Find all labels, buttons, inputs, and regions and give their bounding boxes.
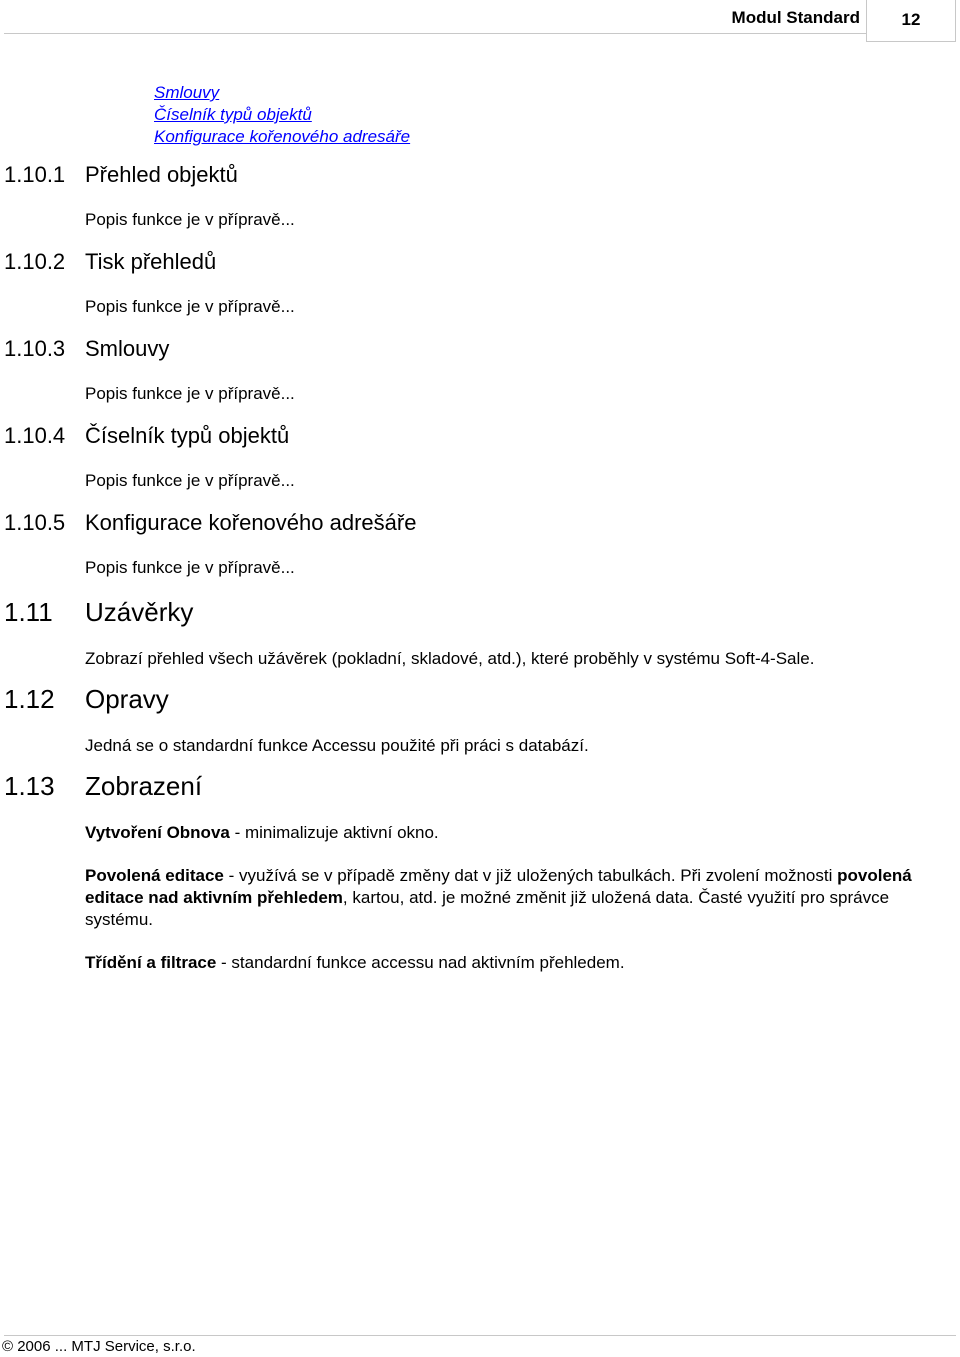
term-vytvoreni-obnova: Vytvoření Obnova: [85, 823, 230, 842]
section-heading-1-10-5: [4, 510, 416, 536]
section-title: Zobrazení: [85, 771, 203, 801]
section-text: Popis funkce je v přípravě...: [85, 210, 295, 229]
paragraph-text: , kartou, atd. je možné změnit již uložená data. Časté využití pro správce systému.: [85, 888, 890, 929]
paragraph-text: - standardní funkce accessu nad aktivním přehledem.: [216, 953, 625, 972]
section-title: Smlouvy: [85, 336, 170, 361]
section-title: Přehled objektů: [85, 162, 238, 187]
section-text: Jedná se o standardní funkce Accessu použité při práci s databází.: [85, 736, 589, 755]
section-heading-1-11: [4, 597, 193, 627]
page-header: [0, 0, 960, 44]
paragraph-trideni-filtrace: [85, 952, 625, 974]
link-smlouvy[interactable]: Smlouvy: [154, 83, 220, 102]
section-heading-1-10-1: [4, 162, 238, 188]
section-title: Číselník typů objektů: [85, 423, 290, 448]
link-konfigurace[interactable]: Konfigurace kořenového adresáře: [154, 127, 411, 146]
footer-divider: [4, 1335, 956, 1336]
paragraph-povolena-editace: [85, 865, 935, 931]
section-title: Uzávěrky: [85, 597, 194, 627]
term-povolena-editace: Povolená editace: [85, 866, 224, 885]
section-text: Popis funkce je v přípravě...: [85, 471, 295, 490]
section-text: Popis funkce je v přípravě...: [85, 558, 295, 577]
section-number: 1.10.2: [4, 249, 66, 274]
section-heading-1-10-3: [4, 336, 169, 362]
link-ciselnik[interactable]: Číselník typů objektů: [154, 105, 312, 124]
section-number: 1.10.5: [4, 510, 66, 535]
header-title: Modul Standard: [731, 8, 860, 27]
paragraph-vytvoreni-obnova: [85, 822, 439, 844]
term-trideni-filtrace: Třídění a filtrace: [85, 953, 217, 972]
section-text: Popis funkce je v přípravě...: [85, 384, 295, 403]
section-number: 1.10.4: [4, 423, 66, 448]
section-heading-1-10-4: [4, 423, 289, 449]
section-heading-1-13: [4, 771, 202, 801]
section-heading-1-12: [4, 684, 169, 714]
paragraph-text: - využívá se v případě změny dat v již uložených tabulkách. Při zvolení možnosti: [223, 866, 838, 885]
footer-copyright: © 2006 ... MTJ Service, s.r.o.: [2, 1338, 196, 1355]
section-title: Tisk přehledů: [85, 249, 217, 274]
section-number: 1.12: [4, 684, 55, 714]
section-text: Zobrazí přehled všech užávěrek (pokladní, skladové, atd.), které proběhly v systému Soft-4-Sale.: [85, 649, 815, 668]
section-number: 1.13: [4, 771, 55, 801]
section-number: 1.11: [4, 597, 53, 627]
section-title: Konfigurace kořenového adrešáře: [85, 510, 417, 535]
section-number: 1.10.1: [4, 162, 66, 187]
page-number: 12: [866, 0, 956, 42]
paragraph-text: - minimalizuje aktivní okno.: [229, 823, 439, 842]
header-divider: [4, 33, 866, 34]
section-text: Popis funkce je v přípravě...: [85, 297, 295, 316]
section-title: Opravy: [85, 684, 169, 714]
section-heading-1-10-2: [4, 249, 216, 275]
section-number: 1.10.3: [4, 336, 66, 361]
link-list: [154, 82, 410, 148]
term-povolena-editace-prehled: povolená editace nad aktivním přehledem: [85, 866, 912, 907]
